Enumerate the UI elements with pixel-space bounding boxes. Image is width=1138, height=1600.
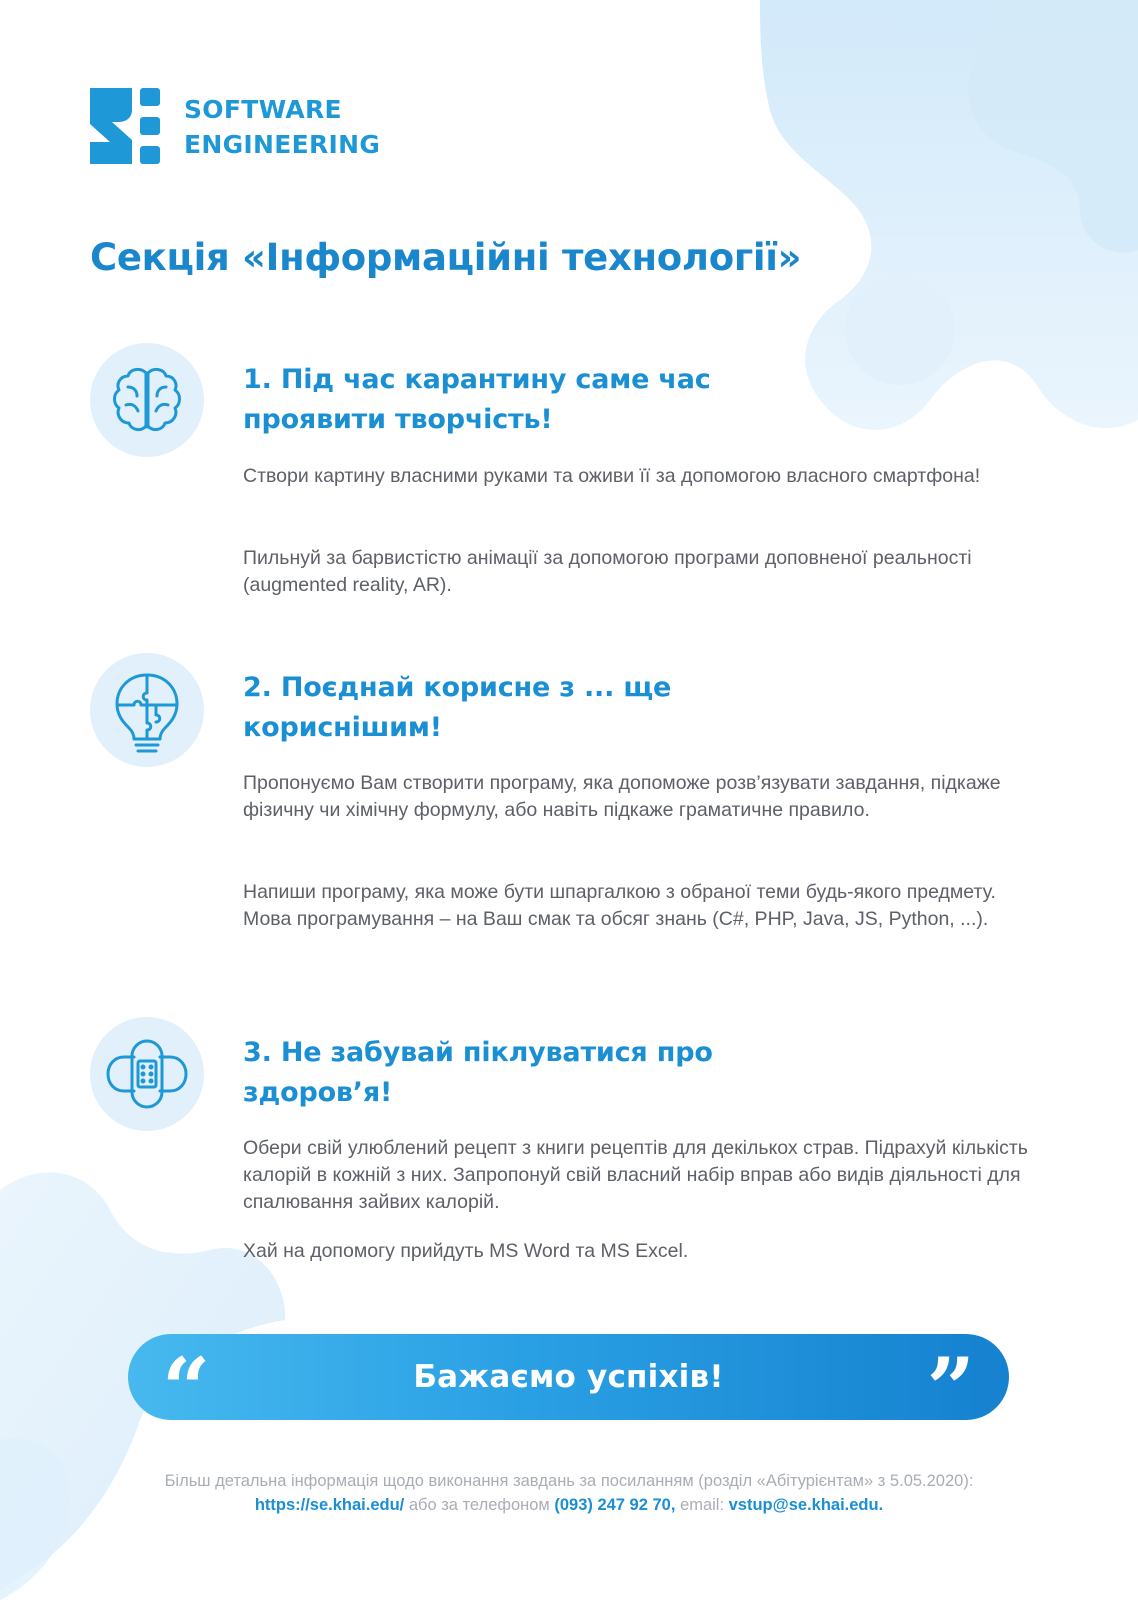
software-engineering-logo-icon: [88, 88, 162, 164]
wish-banner: [128, 1334, 1009, 1438]
icon-circle: [90, 653, 204, 767]
brain-icon: [90, 343, 204, 457]
banner-text: Бажаємо успіхів!: [413, 1359, 724, 1395]
heading-line-1: 3. Не забувай піклуватися про: [243, 1037, 713, 1068]
logo-line-1: SOFTWARE: [184, 95, 342, 124]
logo-line-2: ENGINEERING: [184, 130, 381, 159]
lightbulb-puzzle-icon: [90, 653, 204, 767]
footer-info: [140, 1469, 998, 1517]
heading-line-2: кориснішим!: [243, 712, 442, 743]
section-paragraph: Обери свій улюблений рецепт з книги рецептів для декількох страв. Підрахуй кількість калорій в кожній з них. Запропонуй свій власний набір вправ або видів діяльності для спалювання зайвих калорій.: [243, 1137, 1028, 1213]
quote-close-icon: ”: [926, 1339, 975, 1438]
section-heading: [243, 360, 803, 440]
bandage-icon: [90, 1017, 204, 1131]
section-paragraph: Пильнуй за барвистістю анімації за допомогою програми доповненої реальності (augmented reality, AR).: [243, 547, 972, 596]
section-heading: [243, 1033, 803, 1113]
heading-line-1: 2. Поєднай корисне з ... ще: [243, 672, 672, 703]
icon-circle: [90, 343, 204, 457]
heading-line-2: проявити творчість!: [243, 404, 553, 435]
heading-line-1: 1. Під час карантину саме час: [243, 364, 711, 395]
section-paragraph: Пропонуємо Вам створити програму, яка допоможе розв’язувати завдання, підкаже фізичну чи хімічну формулу, або навіть підкаже граматичне правило.: [243, 772, 1001, 821]
section-paragraph: Напиши програму, яка може бути шпаргалкою з обраної теми будь-якого предмету. Мова програмування – на Ваш смак та обсяг знань (C#, PHP, Java, JS, Python, ...).: [243, 881, 996, 930]
footer-text-1: Більш детальна інформація щодо виконання завдань за посиланням (розділ «Абітурієнтам» з 5.05.2020):: [164, 1472, 974, 1490]
page-title: Секція «Інформаційні технології»: [90, 236, 802, 279]
logo: [88, 88, 418, 164]
website-link[interactable]: https://se.khai.edu/: [254, 1496, 405, 1514]
logo-text: [184, 92, 380, 162]
section-heading: [243, 668, 803, 748]
footer-text-2: або за телефоном: [404, 1496, 555, 1514]
footer-text-3: email:: [675, 1496, 729, 1514]
phone-number: (093) 247 92 70,: [554, 1496, 676, 1514]
icon-circle: [90, 1017, 204, 1131]
quote-open-icon: “: [162, 1339, 211, 1438]
email-link[interactable]: vstup@se.khai.edu.: [728, 1496, 884, 1514]
section-paragraph: Створи картину власними руками та оживи її за допомогою власного смартфона!: [243, 465, 981, 487]
section-paragraph: Хай на допомогу прийдуть MS Word та MS Excel.: [243, 1240, 689, 1262]
heading-line-2: здоров’я!: [243, 1077, 393, 1108]
